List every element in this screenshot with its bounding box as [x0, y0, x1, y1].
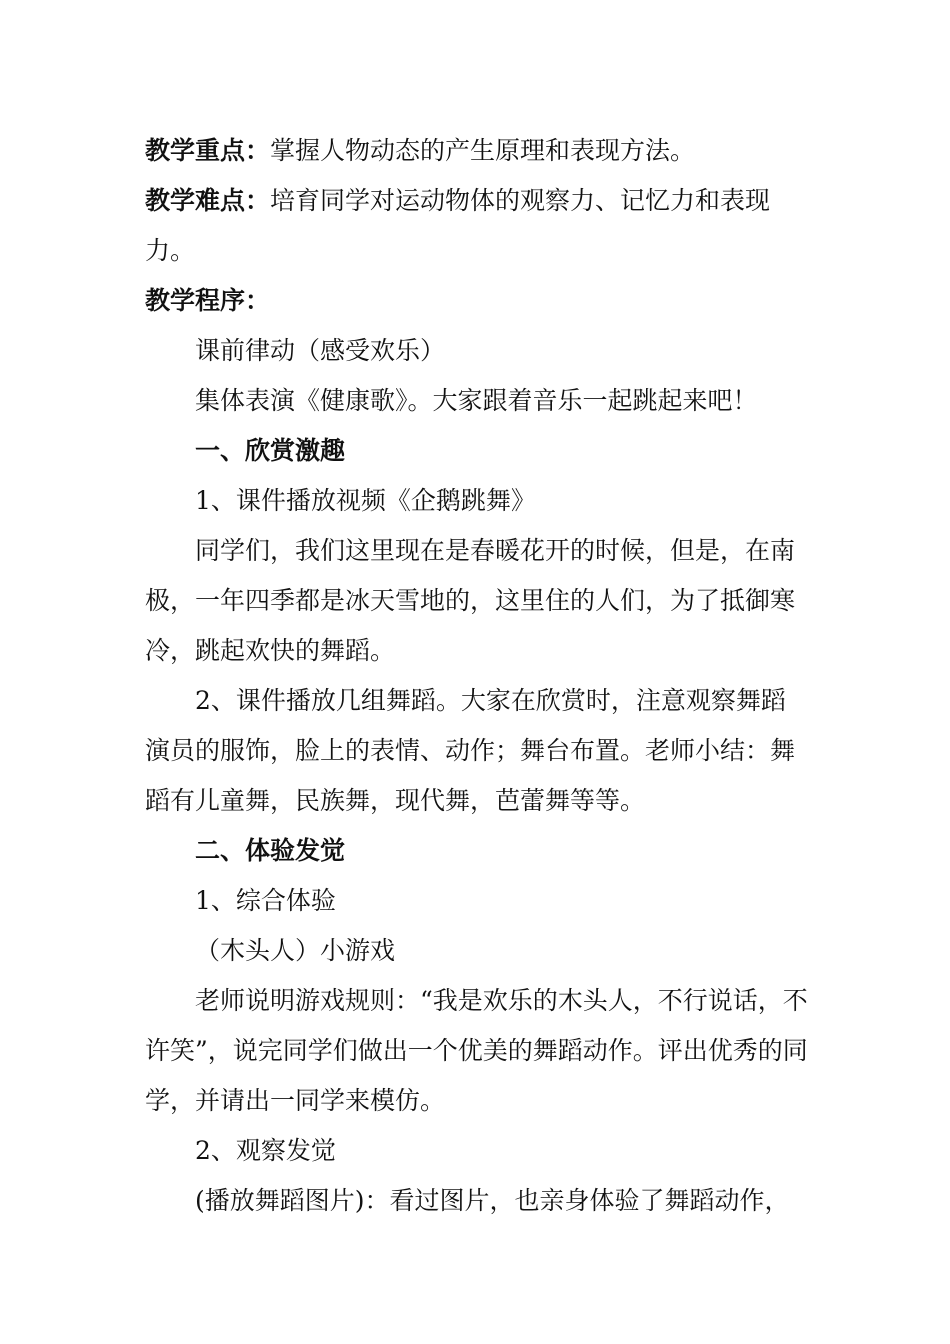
section1-item2: 2、课件播放几组舞蹈。大家在欣赏时，注意观察舞蹈演员的服饰，脸上的表情、动作；舞台布置。老师小结：舞蹈有儿童舞，民族舞，现代舞，芭蕾舞等等。	[145, 686, 796, 815]
teaching-difficulty-label: 教学难点：	[145, 186, 271, 215]
teaching-procedure-label: 教学程序：	[145, 286, 271, 315]
warmup-title: 课前律动（感受欢乐）	[195, 336, 446, 365]
section2-item2: 2、观察发觉	[195, 1136, 336, 1165]
section1-paragraph1: 同学们，我们这里现在是春暖花开的时候，但是，在南极，一年四季都是冰天雪地的，这里住的人们，为了抵御寒冷，跳起欢快的舞蹈。	[145, 536, 796, 665]
section1-heading: 一、欣赏激趣	[195, 436, 346, 465]
teaching-difficulty	[145, 176, 810, 276]
section2-item1: 1、综合体验	[195, 886, 336, 915]
section2-game-title: （木头人）小游戏	[195, 936, 396, 965]
section2-heading: 二、体验发觉	[195, 836, 346, 865]
section2-item2-text: (播放舞蹈图片)：看过图片，也亲身体验了舞蹈动作，	[195, 1186, 790, 1215]
teaching-focus-label: 教学重点：	[145, 136, 271, 165]
warmup-text: 集体表演《健康歌》。大家跟着音乐一起跳起来吧！	[195, 386, 758, 415]
section2-game-rules: 老师说明游戏规则：“我是欢乐的木头人，不行说话，不许笑”，说完同学们做出一个优美的舞蹈动作。评出优秀的同学，并请出一同学来模仿。	[145, 986, 808, 1115]
teaching-focus-text: 掌握人物动态的产生原理和表现方法。	[270, 136, 696, 165]
teaching-focus	[145, 126, 810, 176]
document-body	[145, 126, 810, 1226]
section1-item1: 1、课件播放视频《企鹅跳舞》	[195, 486, 536, 515]
teaching-difficulty-text: 培育同学对运动物体的观察力、记忆力和表现力。	[145, 186, 771, 265]
